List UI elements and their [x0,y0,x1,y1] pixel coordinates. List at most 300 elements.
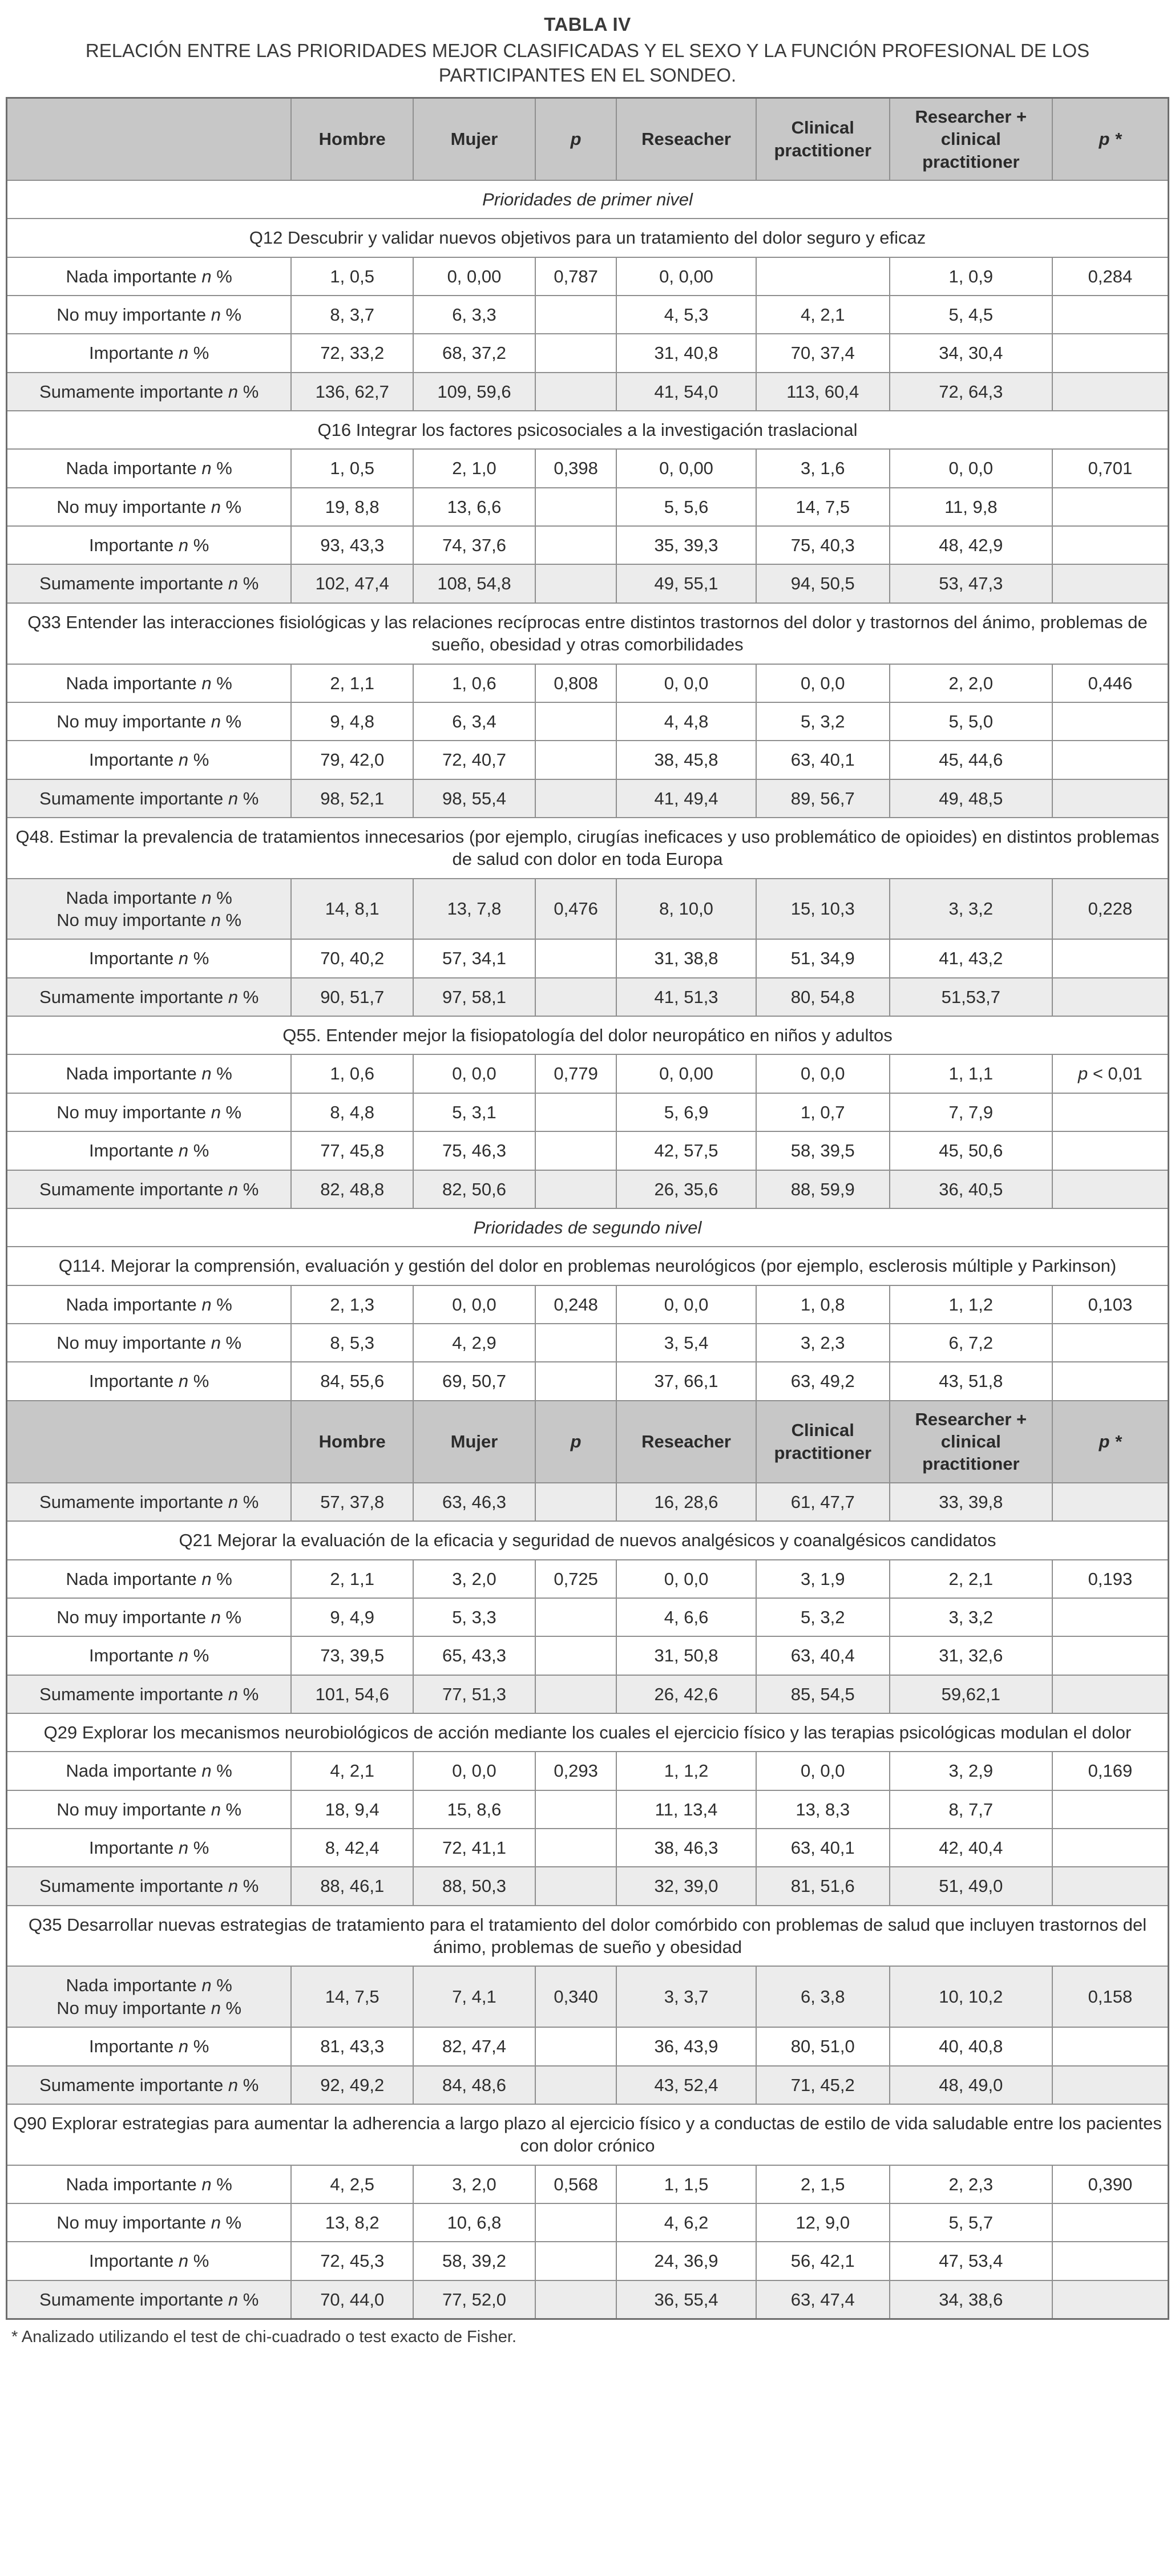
data-cell: 1, 0,7 [756,1093,890,1131]
data-cell: 42, 57,5 [616,1131,756,1170]
data-cell: 24, 36,9 [616,2242,756,2280]
section-label: Prioridades de primer nivel [7,180,1169,219]
data-cell: 32, 39,0 [616,1867,756,1905]
data-cell: 0, 0,0 [756,1752,890,1790]
row-label-cell: Sumamente importante n % [7,2066,292,2104]
column-header: Clinical practitioner [756,98,890,180]
data-cell: 4, 2,1 [291,1752,413,1790]
data-cell [535,741,617,779]
question-label: Q35 Desarrollar nuevas estrategias de tratamiento para el tratamiento del dolor comórbido con problemas de salud que incluyen trastornos del ánimo, problemas de sueño y obesidad [7,1906,1169,1967]
row-label-cell: Importante n % [7,1636,292,1675]
data-cell: 57, 37,8 [291,1483,413,1521]
data-cell: 58, 39,2 [413,2242,535,2280]
data-row [7,373,1169,411]
table-title: TABLA IV [544,14,631,35]
question-row [7,219,1169,257]
data-cell: 2, 1,5 [756,2165,890,2203]
data-cell: 2, 1,3 [291,1285,413,1324]
data-cell: 6, 3,8 [756,1966,890,2027]
data-cell: 97, 58,1 [413,978,535,1016]
data-cell: 5, 5,6 [616,488,756,526]
data-cell: 1, 0,6 [413,664,535,702]
data-row [7,2203,1169,2242]
data-cell: 31, 32,6 [890,1636,1052,1675]
question-row [7,1713,1169,1752]
data-cell: 5, 5,7 [890,2203,1052,2242]
question-label: Q33 Entender las interacciones fisiológicas y las relaciones recíprocas entre distintos trastornos del dolor y trastornos del ánimo, problemas de sueño, obesidad y otras comorbilidades [7,603,1169,664]
data-cell: 4, 6,2 [616,2203,756,2242]
data-cell: 31, 40,8 [616,334,756,372]
data-row [7,1675,1169,1713]
data-cell: 16, 28,6 [616,1483,756,1521]
data-cell: 10, 10,2 [890,1966,1052,2027]
data-cell: 4, 4,8 [616,702,756,741]
data-cell: 0, 0,00 [413,257,535,296]
data-cell: 0, 0,00 [616,1054,756,1093]
data-cell [1052,1131,1169,1170]
row-label-cell: No muy importante n % [7,488,292,526]
data-cell: 0,476 [535,879,617,940]
data-cell: 14, 8,1 [291,879,413,940]
data-row [7,1362,1169,1400]
column-header: p * [1052,1401,1169,1483]
data-cell: 2, 2,0 [890,664,1052,702]
data-cell: 0,228 [1052,879,1169,940]
data-cell: 85, 54,5 [756,1675,890,1713]
data-cell: 5, 4,5 [890,296,1052,334]
question-label: Q90 Explorar estrategias para aumentar la adherencia a largo plazo al ejercicio físico y a conductas de estilo de vida saludable entre los pacientes con dolor crónico [7,2104,1169,2165]
data-row [7,2280,1169,2319]
data-cell: 6, 3,3 [413,296,535,334]
data-cell: 63, 46,3 [413,1483,535,1521]
data-cell: 3, 2,0 [413,2165,535,2203]
row-label-cell: Importante n % [7,334,292,372]
data-cell: 82, 48,8 [291,1170,413,1208]
data-cell: 8, 42,4 [291,1829,413,1867]
data-row [7,1285,1169,1324]
question-label: Q16 Integrar los factores psicosociales a la investigación traslacional [7,411,1169,449]
question-row [7,411,1169,449]
data-cell [535,1636,617,1675]
data-cell [1052,1362,1169,1400]
data-cell: 43, 51,8 [890,1362,1052,1400]
question-row [7,1521,1169,1559]
data-cell [535,1598,617,1636]
data-cell: 9, 4,9 [291,1598,413,1636]
data-row [7,2165,1169,2203]
column-header: p * [1052,98,1169,180]
data-cell: 0, 0,00 [616,257,756,296]
data-cell: 13, 8,2 [291,2203,413,2242]
data-cell: 10, 6,8 [413,2203,535,2242]
data-cell: 5, 6,9 [616,1093,756,1131]
row-label-cell: Importante n % [7,1131,292,1170]
column-header: p [535,1401,617,1483]
data-cell: 98, 55,4 [413,779,535,818]
data-cell: 51, 34,9 [756,939,890,977]
data-cell: 0, 0,0 [756,664,890,702]
data-cell [535,1362,617,1400]
data-cell: 72, 40,7 [413,741,535,779]
data-cell: 63, 40,4 [756,1636,890,1675]
data-cell: 7, 4,1 [413,1966,535,2027]
data-cell [535,1131,617,1170]
data-row [7,257,1169,296]
row-label-cell: Nada importante n % [7,1054,292,1093]
column-header: Hombre [291,1401,413,1483]
data-row [7,1560,1169,1598]
data-cell: 36, 55,4 [616,2280,756,2319]
data-cell [535,2242,617,2280]
data-cell: 80, 51,0 [756,2027,890,2065]
data-cell: 81, 43,3 [291,2027,413,2065]
data-cell: 1, 0,5 [291,257,413,296]
data-row [7,702,1169,741]
data-row [7,741,1169,779]
data-row [7,1867,1169,1905]
data-cell [535,1324,617,1362]
data-cell: 69, 50,7 [413,1362,535,1400]
data-cell: 41, 43,2 [890,939,1052,977]
row-label-cell: Nada importante n % [7,2165,292,2203]
column-header [7,98,292,180]
data-cell: 51,53,7 [890,978,1052,1016]
data-cell: 82, 50,6 [413,1170,535,1208]
data-cell: 5, 3,2 [756,1598,890,1636]
data-cell: 36, 40,5 [890,1170,1052,1208]
row-label-cell: Sumamente importante n % [7,779,292,818]
data-cell: 0,398 [535,449,617,487]
data-cell: 72, 45,3 [291,2242,413,2280]
data-cell: 3, 2,3 [756,1324,890,1362]
data-cell: 2, 1,1 [291,664,413,702]
data-cell [1052,2242,1169,2280]
section-row [7,180,1169,219]
data-cell [1052,1636,1169,1675]
row-label-cell: No muy importante n % [7,1324,292,1362]
row-label-cell: Nada importante n % [7,1560,292,1598]
data-cell [1052,702,1169,741]
data-cell: 1, 0,5 [291,449,413,487]
data-cell [535,779,617,818]
data-cell: 3, 2,0 [413,1560,535,1598]
data-cell [535,373,617,411]
data-cell: 47, 53,4 [890,2242,1052,2280]
data-cell: 58, 39,5 [756,1131,890,1170]
footnote: * Analizado utilizando el test de chi-cuadrado o test exacto de Fisher. [11,2328,517,2347]
data-cell: 88, 46,1 [291,1867,413,1905]
data-cell: 73, 39,5 [291,1636,413,1675]
data-cell [535,1790,617,1829]
data-cell [1052,1790,1169,1829]
data-cell: 0,568 [535,2165,617,2203]
row-label-cell: No muy importante n % [7,702,292,741]
row-label-cell: No muy importante n % [7,296,292,334]
data-cell: 45, 50,6 [890,1131,1052,1170]
data-cell: 5, 5,0 [890,702,1052,741]
question-label: Q114. Mejorar la comprensión, evaluación y gestión del dolor en problemas neurológicos (por ejemplo, esclerosis múltiple y Parkinson) [7,1247,1169,1285]
data-cell: 2, 1,0 [413,449,535,487]
column-header: p [535,98,617,180]
data-cell [1052,373,1169,411]
data-cell: 63, 40,1 [756,741,890,779]
data-cell [535,488,617,526]
row-label-cell: Importante n % [7,741,292,779]
data-cell [535,1483,617,1521]
row-label-cell: Nada importante n % No muy importante n % [7,879,292,940]
question-row [7,2104,1169,2165]
data-cell [535,1829,617,1867]
data-cell [1052,488,1169,526]
data-cell [1052,1598,1169,1636]
data-cell: 33, 39,8 [890,1483,1052,1521]
data-cell: 0, 0,0 [890,449,1052,487]
row-label-cell: Nada importante n % No muy importante n % [7,1966,292,2027]
data-cell: 41, 49,4 [616,779,756,818]
data-row [7,939,1169,977]
data-cell: 13, 6,6 [413,488,535,526]
data-cell: 0,446 [1052,664,1169,702]
data-cell: 61, 47,7 [756,1483,890,1521]
data-cell: 88, 59,9 [756,1170,890,1208]
data-cell: 89, 56,7 [756,779,890,818]
data-cell: 0,158 [1052,1966,1169,2027]
data-cell: 6, 7,2 [890,1324,1052,1362]
data-cell: 15, 10,3 [756,879,890,940]
data-cell: 1, 1,2 [890,1285,1052,1324]
data-cell: 2, 2,1 [890,1560,1052,1598]
data-cell: 101, 54,6 [291,1675,413,1713]
data-cell [1052,741,1169,779]
data-cell: 3, 2,9 [890,1752,1052,1790]
data-cell: 3, 3,2 [890,1598,1052,1636]
data-cell: 0,725 [535,1560,617,1598]
data-row [7,664,1169,702]
data-cell [1052,779,1169,818]
data-cell [1052,2280,1169,2319]
data-row [7,1752,1169,1790]
question-label: Q55. Entender mejor la fisiopatología del dolor neuropático en niños y adultos [7,1016,1169,1054]
data-cell: 48, 49,0 [890,2066,1052,2104]
data-cell: 8, 3,7 [291,296,413,334]
data-cell: 11, 13,4 [616,1790,756,1829]
row-label-cell: Importante n % [7,939,292,977]
row-label-cell: Nada importante n % [7,1752,292,1790]
data-cell: 0,390 [1052,2165,1169,2203]
data-cell: 31, 38,8 [616,939,756,977]
data-row [7,296,1169,334]
data-cell: 80, 54,8 [756,978,890,1016]
data-cell: 0,103 [1052,1285,1169,1324]
data-cell: 1, 0,6 [291,1054,413,1093]
row-label-cell: No muy importante n % [7,1598,292,1636]
data-cell: 4, 5,3 [616,296,756,334]
question-row [7,1016,1169,1054]
data-cell: 3, 3,7 [616,1966,756,2027]
data-cell: 56, 42,1 [756,2242,890,2280]
data-cell: 72, 33,2 [291,334,413,372]
question-row [7,603,1169,664]
data-row [7,1829,1169,1867]
data-cell: 35, 39,3 [616,526,756,564]
row-label-cell: Importante n % [7,2027,292,2065]
question-label: Q21 Mejorar la evaluación de la eficacia y seguridad de nuevos analgésicos y coanalgésicos candidatos [7,1521,1169,1559]
data-cell [535,1170,617,1208]
data-cell: 92, 49,2 [291,2066,413,2104]
data-cell: 19, 8,8 [291,488,413,526]
data-cell: 41, 51,3 [616,978,756,1016]
data-cell: 0,293 [535,1752,617,1790]
data-row [7,1131,1169,1170]
header-row [7,98,1169,180]
data-cell [1052,1867,1169,1905]
data-cell [1052,526,1169,564]
data-cell [1052,1093,1169,1131]
data-cell: 63, 47,4 [756,2280,890,2319]
data-cell [1052,1324,1169,1362]
data-cell: 3, 3,2 [890,879,1052,940]
data-cell: p < 0,01 [1052,1054,1169,1093]
data-cell: 0,808 [535,664,617,702]
data-cell: 0,779 [535,1054,617,1093]
data-cell: 68, 37,2 [413,334,535,372]
data-cell: 5, 3,3 [413,1598,535,1636]
data-cell: 72, 64,3 [890,373,1052,411]
header-row [7,1401,1169,1483]
data-cell: 84, 48,6 [413,2066,535,2104]
row-label-cell: Nada importante n % [7,664,292,702]
data-cell: 49, 55,1 [616,564,756,602]
data-cell [535,1093,617,1131]
data-cell [1052,1170,1169,1208]
column-header: Clinical practitioner [756,1401,890,1483]
data-cell: 4, 2,1 [756,296,890,334]
data-cell: 31, 50,8 [616,1636,756,1675]
row-label-cell: Importante n % [7,1362,292,1400]
data-row [7,2066,1169,2104]
data-cell: 48, 42,9 [890,526,1052,564]
data-row [7,1598,1169,1636]
section-label: Prioridades de segundo nivel [7,1208,1169,1247]
data-cell: 82, 47,4 [413,2027,535,2065]
data-cell: 71, 45,2 [756,2066,890,2104]
data-row [7,1966,1169,2027]
data-row [7,1790,1169,1829]
data-row [7,488,1169,526]
data-cell: 102, 47,4 [291,564,413,602]
row-label-cell: Sumamente importante n % [7,1483,292,1521]
data-cell [1052,939,1169,977]
row-label-cell: Sumamente importante n % [7,1675,292,1713]
data-cell [535,1675,617,1713]
data-cell [1052,1483,1169,1521]
data-row [7,449,1169,487]
data-cell: 3, 1,6 [756,449,890,487]
data-cell [1052,564,1169,602]
data-cell: 77, 45,8 [291,1131,413,1170]
data-cell [535,296,617,334]
table-title-block [6,14,1169,88]
data-cell [535,702,617,741]
data-cell: 43, 52,4 [616,2066,756,2104]
data-cell: 0, 0,0 [413,1054,535,1093]
data-cell: 8, 10,0 [616,879,756,940]
data-cell: 1, 1,2 [616,1752,756,1790]
data-cell: 70, 37,4 [756,334,890,372]
data-cell: 2, 1,1 [291,1560,413,1598]
data-row [7,1483,1169,1521]
table-body [7,98,1169,2319]
data-row [7,1170,1169,1208]
data-cell: 4, 2,5 [291,2165,413,2203]
data-cell: 70, 40,2 [291,939,413,977]
data-cell: 0, 0,0 [616,1560,756,1598]
data-cell [535,1867,617,1905]
column-header: Reseacher [616,1401,756,1483]
data-cell: 1, 1,5 [616,2165,756,2203]
data-cell [535,334,617,372]
data-cell: 13, 8,3 [756,1790,890,1829]
data-cell [535,526,617,564]
data-cell: 113, 60,4 [756,373,890,411]
data-cell [535,939,617,977]
data-cell: 53, 47,3 [890,564,1052,602]
data-cell: 38, 46,3 [616,1829,756,1867]
data-cell: 108, 54,8 [413,564,535,602]
column-header: Hombre [291,98,413,180]
data-cell [1052,1829,1169,1867]
column-header: Reseacher [616,98,756,180]
data-row [7,1636,1169,1675]
data-cell [1052,334,1169,372]
data-cell: 4, 2,9 [413,1324,535,1362]
data-cell: 42, 40,4 [890,1829,1052,1867]
data-cell: 0,169 [1052,1752,1169,1790]
data-cell [535,2027,617,2065]
data-cell: 14, 7,5 [291,1966,413,2027]
data-cell: 11, 9,8 [890,488,1052,526]
data-cell: 77, 51,3 [413,1675,535,1713]
data-cell: 79, 42,0 [291,741,413,779]
row-label-cell: Sumamente importante n % [7,373,292,411]
data-cell: 0, 0,0 [756,1054,890,1093]
data-cell: 9, 4,8 [291,702,413,741]
row-label-cell: Sumamente importante n % [7,564,292,602]
row-label-cell: Sumamente importante n % [7,978,292,1016]
row-label-cell: Nada importante n % [7,257,292,296]
data-cell: 0, 0,0 [616,664,756,702]
data-cell [1052,978,1169,1016]
results-table [6,97,1169,2320]
data-cell: 65, 43,3 [413,1636,535,1675]
data-row [7,978,1169,1016]
data-cell: 8, 7,7 [890,1790,1052,1829]
data-cell: 77, 52,0 [413,2280,535,2319]
section-row [7,1208,1169,1247]
row-label-cell: No muy importante n % [7,1790,292,1829]
data-cell: 49, 48,5 [890,779,1052,818]
column-header: Mujer [413,1401,535,1483]
data-cell: 51, 49,0 [890,1867,1052,1905]
row-label-cell: Sumamente importante n % [7,2280,292,2319]
row-label-cell: Importante n % [7,526,292,564]
data-cell: 13, 7,8 [413,879,535,940]
data-cell: 0,284 [1052,257,1169,296]
data-row [7,2027,1169,2065]
question-row [7,1247,1169,1285]
data-cell: 5, 3,1 [413,1093,535,1131]
row-label-cell: No muy importante n % [7,2203,292,2242]
